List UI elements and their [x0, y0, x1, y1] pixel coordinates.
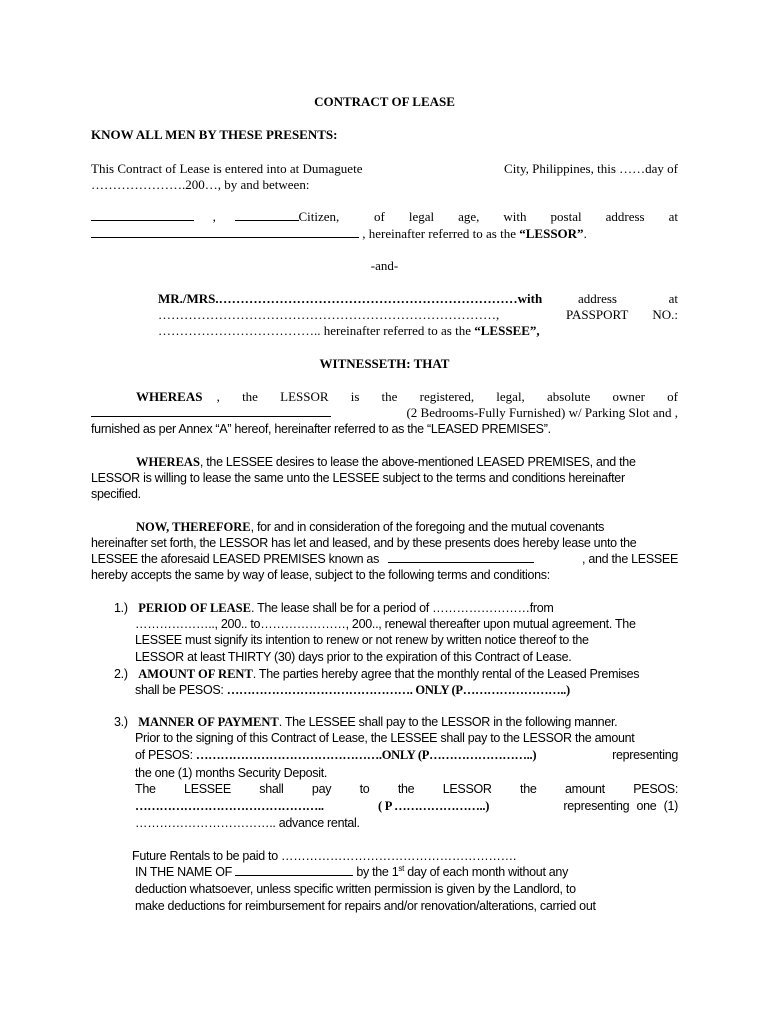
document-title: CONTRACT OF LEASE [314, 94, 455, 109]
item1-line-4: LESSOR at least THIRTY (30) days prior to the expiration of this Contract of Lease. [135, 650, 572, 664]
future-rentals-line-2: IN THE NAME OF by the 1st day of each month without any [135, 863, 569, 879]
whereas2-line-2: LESSOR is willing to lease the same unto the LESSEE subject to the terms and conditions hereinafter [91, 471, 625, 485]
item3-line-3: of PESOS: ……………………………………….ONLY (P……………………..) representing [135, 748, 678, 762]
now-therefore-line-4: hereby accepts the same by way of lease, subject to the following terms and conditions: [91, 568, 550, 582]
now-therefore-line-1: NOW, THEREFORE, for and in consideration of the foregoing and the mutual covenants [136, 520, 605, 534]
lessor-line-2: , hereinafter referred to as the “LESSOR”. [91, 226, 678, 242]
lessee-line-1: MR./MRS.……………………………………………………………with address at [158, 291, 678, 306]
lessor-term: “LESSOR” [519, 226, 584, 241]
intro-text-b: City, Philippines, this ……day of [504, 161, 678, 176]
item3-line-6: ……………………………………….. ( P …………………..) representing one (1) [135, 799, 678, 813]
item3-line-4: the one (1) months Security Deposit. [135, 766, 328, 780]
future-rentals-line-4: make deductions for reimbursement for repairs and/or renovation/alterations, carried out [135, 899, 596, 913]
lessor-line-1-rest: of legal age, with postal address at [374, 209, 678, 224]
premises-name-blank [388, 551, 534, 563]
property-blank [91, 405, 331, 417]
whereas1-line-1: WHEREAS , the LESSOR is the registered, legal, absolute owner of [136, 389, 678, 404]
item-period-of-lease: 1.) PERIOD OF LEASE. The lease shall be for a period of ……………………from [114, 601, 554, 615]
citizenship-blank [235, 209, 299, 221]
item1-line-3: LESSEE must signify its intention to renew or not renew by written notice thereof to the [135, 633, 589, 647]
lessor-name-blank [91, 209, 194, 221]
item1-line-2: ……………….., 200.. to…………………, 200.., renewal thereafter upon mutual agreement. The [135, 617, 636, 631]
now-therefore-line-3: LESSEE the aforesaid LEASED PREMISES known as , and the LESSEE [91, 552, 678, 566]
item-amount-of-rent: 2.) AMOUNT OF RENT. The parties hereby agree that the monthly rental of the Leased Premises [114, 667, 640, 681]
lessee-name: MR./MRS.……………………………………………………………with [158, 291, 543, 306]
item3-line-7: …………………………….. advance rental. [135, 816, 360, 830]
item-manner-of-payment: 3.) MANNER OF PAYMENT. The LESSEE shall pay to the LESSOR in the following manner. [114, 715, 618, 729]
know-all-men-heading: KNOW ALL MEN BY THESE PRESENTS: [91, 127, 338, 142]
item3-line-2: Prior to the signing of this Contract of Lease, the LESSEE shall pay to the LESSOR the amount [135, 731, 635, 745]
lessee-line-2: ……………………………………………………………………, PASSPORT NO.: [158, 307, 678, 322]
lessee-term: “LESSEE”, [474, 323, 540, 338]
comma-sep: , [212, 209, 216, 224]
lessor-address-blank [91, 226, 359, 238]
citizen-label: Citizen, [298, 209, 340, 224]
intro-line-1 [91, 161, 678, 177]
witnesseth-heading: WITNESSETH: THAT [319, 356, 450, 371]
lessee-line-3: ……………………………….. hereinafter referred to as the “LESSEE”, [158, 323, 540, 338]
payee-name-blank [235, 864, 353, 876]
intro-line-2: ………………….200…, by and between: [91, 177, 310, 192]
item3-line-5: The LESSEE shall pay to the LESSOR the amount PESOS: [135, 782, 678, 796]
future-rentals-line-3: deduction whatsoever, unless specific written permission is given by the Landlord, to [135, 882, 576, 896]
item2-line-2: shall be PESOS: ………………………………………. ONLY (P……………………..) [135, 683, 570, 697]
lessor-line-1 [91, 209, 678, 225]
now-therefore-line-2: hereinafter set forth, the LESSOR has let and leased, and by these presents does hereby lease unto the [91, 536, 637, 550]
whereas2-line-3: specified. [91, 487, 141, 501]
whereas1-line-2: (2 Bedrooms-Fully Furnished) w/ Parking Slot and , [91, 405, 678, 421]
future-rentals-line-1: Future Rentals to be paid to …………………………………………………. [132, 849, 517, 863]
and-separator: -and- [370, 258, 399, 273]
whereas2-line-1: WHEREAS, the LESSEE desires to lease the above-mentioned LEASED PREMISES, and the [136, 455, 636, 469]
whereas1-line-3: furnished as per Annex “A” hereof, hereinafter referred to as the “LEASED PREMISES”. [91, 422, 551, 436]
intro-text-a: This Contract of Lease is entered into at Dumaguete [91, 161, 363, 176]
